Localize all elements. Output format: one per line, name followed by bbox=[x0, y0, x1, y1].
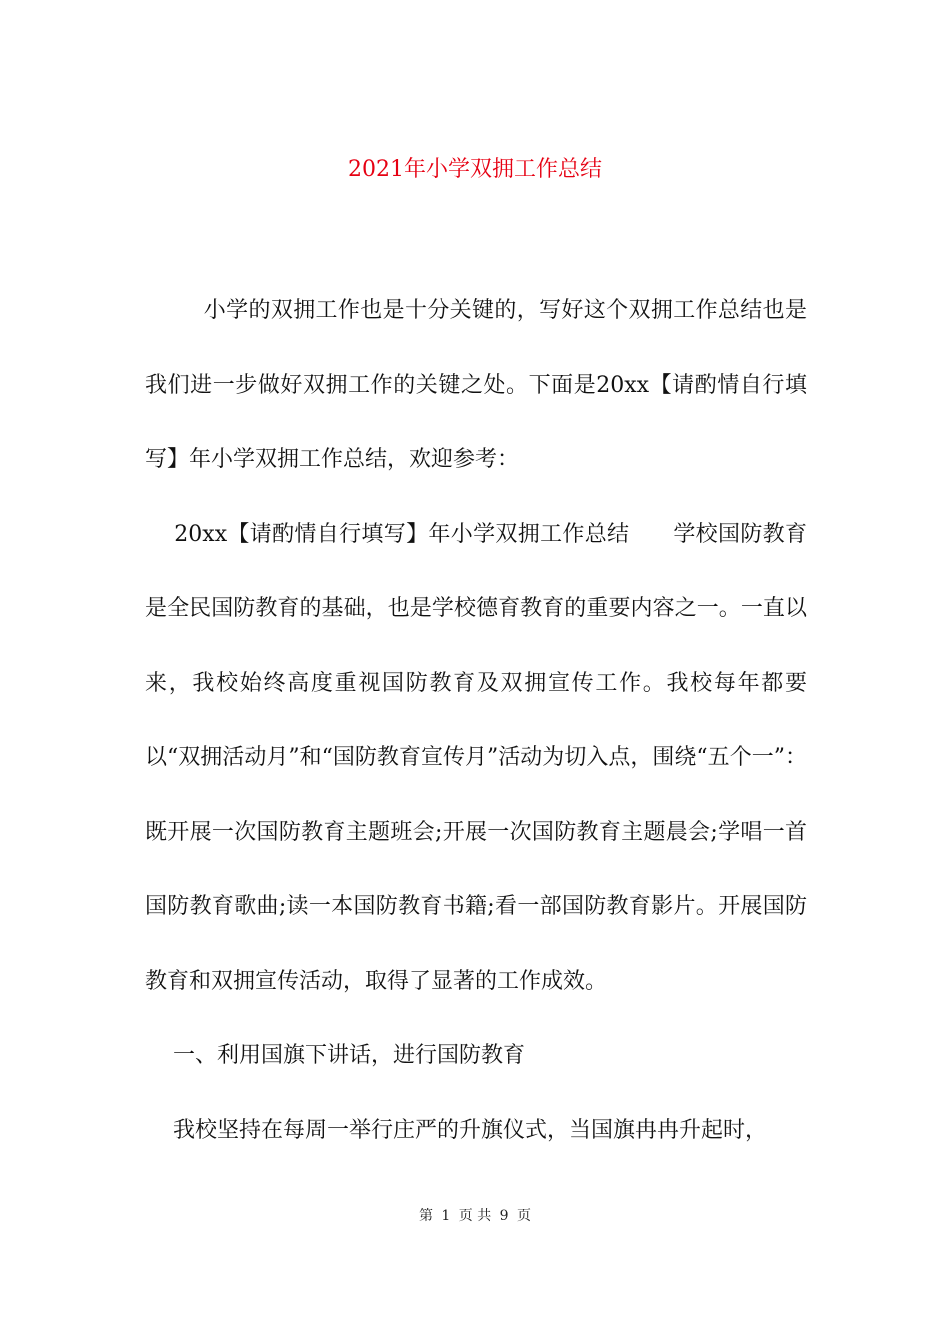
paragraph-intro: 小学的双拥工作也是十分关键的，写好这个双拥工作总结也是我们进一步做好双拥工作的关键之处。下面是20xx【请酌情自行填写】年小学双拥工作总结，欢迎参考： bbox=[145, 298, 807, 472]
paragraph-section-1: 我校坚持在每周一举行庄严的升旗仪式，当国旗冉冉升起时， bbox=[145, 1117, 767, 1143]
footer-total-pages: 9 bbox=[499, 1208, 509, 1224]
section-heading-1: 一、利用国旗下讲话，进行国防教育 bbox=[145, 1043, 525, 1068]
document-body bbox=[145, 274, 807, 1168]
paragraph-summary: 20xx【请酌情自行填写】年小学双拥工作总结 学校国防教育是全民国防教育的基础，也是学校德育教育的重要内容之一。一直以来，我校始终高度重视国防教育及双拥宣传工作。我校每年都要以“双拥活动月”和“国防教育宣传月”活动为切入点，围绕“五个一”：既开展一次国防教育主题班会;开展一次国防教育主题晨会;学唱一首国防教育歌曲;读一本国防教育书籍;看一部国防教育影片。开展国防教育和双拥宣传活动，取得了显著的工作成效。 bbox=[145, 521, 807, 994]
page-footer bbox=[0, 1206, 950, 1226]
footer-suffix: 页 bbox=[517, 1208, 532, 1224]
document-title: 2021年小学双拥工作总结 bbox=[348, 156, 602, 182]
footer-current-page: 1 bbox=[441, 1208, 451, 1224]
footer-middle: 页 共 bbox=[458, 1208, 492, 1224]
footer-prefix: 第 bbox=[418, 1208, 433, 1224]
